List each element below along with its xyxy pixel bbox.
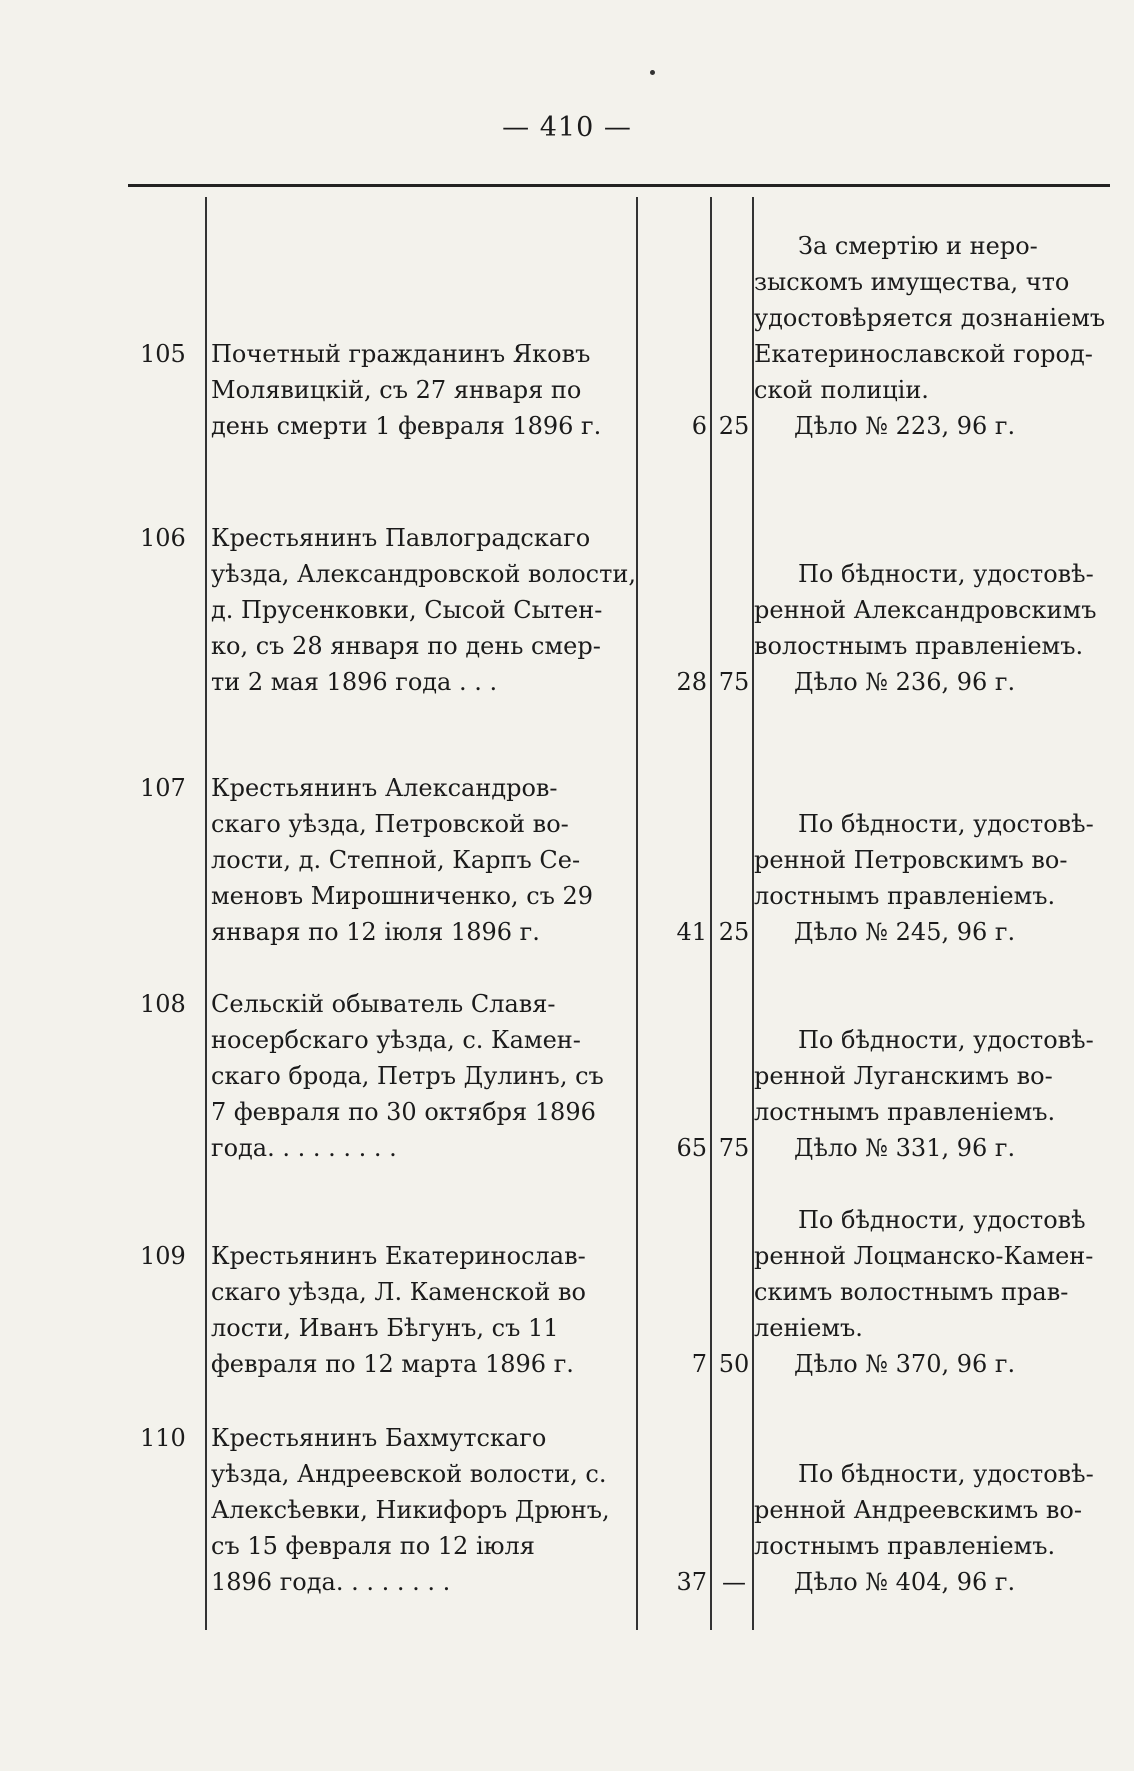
entry-note <box>754 556 1106 700</box>
entry-note <box>754 806 1106 950</box>
case-reference: Дѣло № 404, 96 г. <box>794 1568 1016 1596</box>
desc-line: лости, Иванъ Бѣгунъ, съ 11 <box>211 1314 559 1342</box>
desc-line: уѣзда, Александровской волости, <box>211 560 637 588</box>
amount-rubles: 65 <box>676 1134 707 1162</box>
desc-line: лости, д. Степной, Карпъ Се- <box>211 846 581 874</box>
amount-rubles: 6 <box>691 412 707 440</box>
desc-line: скаго уѣзда, Петровской во- <box>211 810 569 838</box>
note-line: волостнымъ правленіемъ. <box>754 632 1084 660</box>
desc-line: Почетный гражданинъ Яковъ <box>211 340 591 368</box>
desc-line: носербскаго уѣзда, с. Камен- <box>211 1026 581 1054</box>
amount-kopecks: 25 <box>718 918 750 946</box>
note-line: ренной Петровскимъ во- <box>754 846 1068 874</box>
case-reference: Дѣло № 245, 96 г. <box>794 918 1016 946</box>
note-line: За смертію и неро- <box>798 232 1038 260</box>
note-line: ской полиціи. <box>754 376 929 404</box>
entry-description <box>211 986 631 1166</box>
desc-line: года. . . . . . . . . <box>211 1134 397 1162</box>
amount-rubles: 37 <box>676 1568 707 1596</box>
note-line: По бѣдности, удостовѣ- <box>798 810 1094 838</box>
amount-rubles: 7 <box>691 1350 707 1378</box>
desc-line: 7 февраля по 30 октября 1896 <box>211 1098 596 1126</box>
table-rule-left <box>205 197 207 1630</box>
desc-line: день смерти 1 февраля 1896 г. <box>211 412 602 440</box>
entry-description <box>211 520 637 700</box>
desc-line: съ 15 февраля по 12 іюля <box>211 1532 535 1560</box>
desc-line: скаго брода, Петръ Дулинъ, съ <box>211 1062 604 1090</box>
desc-line: 1896 года. . . . . . . . <box>211 1568 451 1596</box>
desc-line: Крестьянинъ Александров- <box>211 774 558 802</box>
table-rule-desc <box>636 197 638 1630</box>
note-line: зыскомъ имущества, что <box>754 268 1070 296</box>
note-line: По бѣдности, удостовѣ <box>798 1206 1086 1234</box>
note-line: лостнымъ правленіемъ. <box>754 1532 1056 1560</box>
amount-kopecks: 25 <box>718 412 750 440</box>
table-top-rule <box>128 184 1110 187</box>
note-line: По бѣдности, удостовѣ- <box>798 1026 1094 1054</box>
case-reference: Дѣло № 370, 96 г. <box>794 1350 1016 1378</box>
case-reference: Дѣло № 223, 96 г. <box>794 412 1016 440</box>
desc-line: января по 12 іюля 1896 г. <box>211 918 540 946</box>
amount-rubles: 41 <box>676 918 707 946</box>
amount-rubles: 28 <box>676 668 707 696</box>
desc-line: Крестьянинъ Бахмутскаго <box>211 1424 547 1452</box>
entry-note <box>754 228 1106 444</box>
note-line: По бѣдности, удостовѣ- <box>798 560 1094 588</box>
desc-line: меновъ Мирошниченко, съ 29 <box>211 882 594 910</box>
entry-description <box>211 336 631 444</box>
entry-note <box>754 1022 1106 1166</box>
note-line: ренной Лоцманско-Камен- <box>754 1242 1094 1270</box>
desc-line: Молявицкій, съ 27 января по <box>211 376 582 404</box>
entry-note <box>754 1456 1106 1600</box>
note-line: Екатеринославской город- <box>754 340 1093 368</box>
entry-number: 105 <box>140 340 186 368</box>
page-number: — 410 — <box>502 112 632 143</box>
entry-number: 110 <box>140 1424 186 1452</box>
entry-number: 106 <box>140 524 186 552</box>
entry-note <box>754 1202 1106 1382</box>
desc-line: Крестьянинъ Павлоградскаго <box>211 524 591 552</box>
desc-line: февраля по 12 марта 1896 г. <box>211 1350 574 1378</box>
amount-kopecks: 50 <box>718 1350 750 1378</box>
note-line: удостовѣряется дознаніемъ <box>754 304 1106 332</box>
note-line: леніемъ. <box>754 1314 863 1342</box>
amount-kopecks: 75 <box>718 668 750 696</box>
note-line: лостнымъ правленіемъ. <box>754 1098 1056 1126</box>
desc-line: Крестьянинъ Екатеринослав- <box>211 1242 586 1270</box>
entry-description <box>211 770 631 950</box>
desc-line: Сельскій обыватель Славя- <box>211 990 556 1018</box>
note-line: лостнымъ правленіемъ. <box>754 882 1056 910</box>
entry-number: 107 <box>140 774 186 802</box>
ink-dot <box>650 70 655 75</box>
desc-line: ко, съ 28 января по день смер- <box>211 632 601 660</box>
note-line: По бѣдности, удостовѣ- <box>798 1460 1094 1488</box>
note-line: ренной Луганскимъ во- <box>754 1062 1053 1090</box>
note-line: скимъ волостнымъ прав- <box>754 1278 1069 1306</box>
desc-line: ти 2 мая 1896 года . . . <box>211 668 498 696</box>
table-rule-rub <box>710 197 712 1630</box>
entry-number: 108 <box>140 990 186 1018</box>
amount-kopecks: 75 <box>718 1134 750 1162</box>
amount-kopecks: — <box>722 1568 746 1596</box>
entry-description <box>211 1420 631 1600</box>
note-line: ренной Александровскимъ <box>754 596 1097 624</box>
entry-number: 109 <box>140 1242 186 1270</box>
desc-line: уѣзда, Андреевской волости, с. <box>211 1460 607 1488</box>
entry-description <box>211 1238 631 1382</box>
desc-line: скаго уѣзда, Л. Каменской во <box>211 1278 586 1306</box>
note-line: ренной Андреевскимъ во- <box>754 1496 1082 1524</box>
desc-line: д. Прусенковки, Сысой Сытен- <box>211 596 603 624</box>
desc-line: Алексѣевки, Никифоръ Дрюнъ, <box>211 1496 610 1524</box>
case-reference: Дѣло № 236, 96 г. <box>794 668 1016 696</box>
case-reference: Дѣло № 331, 96 г. <box>794 1134 1016 1162</box>
